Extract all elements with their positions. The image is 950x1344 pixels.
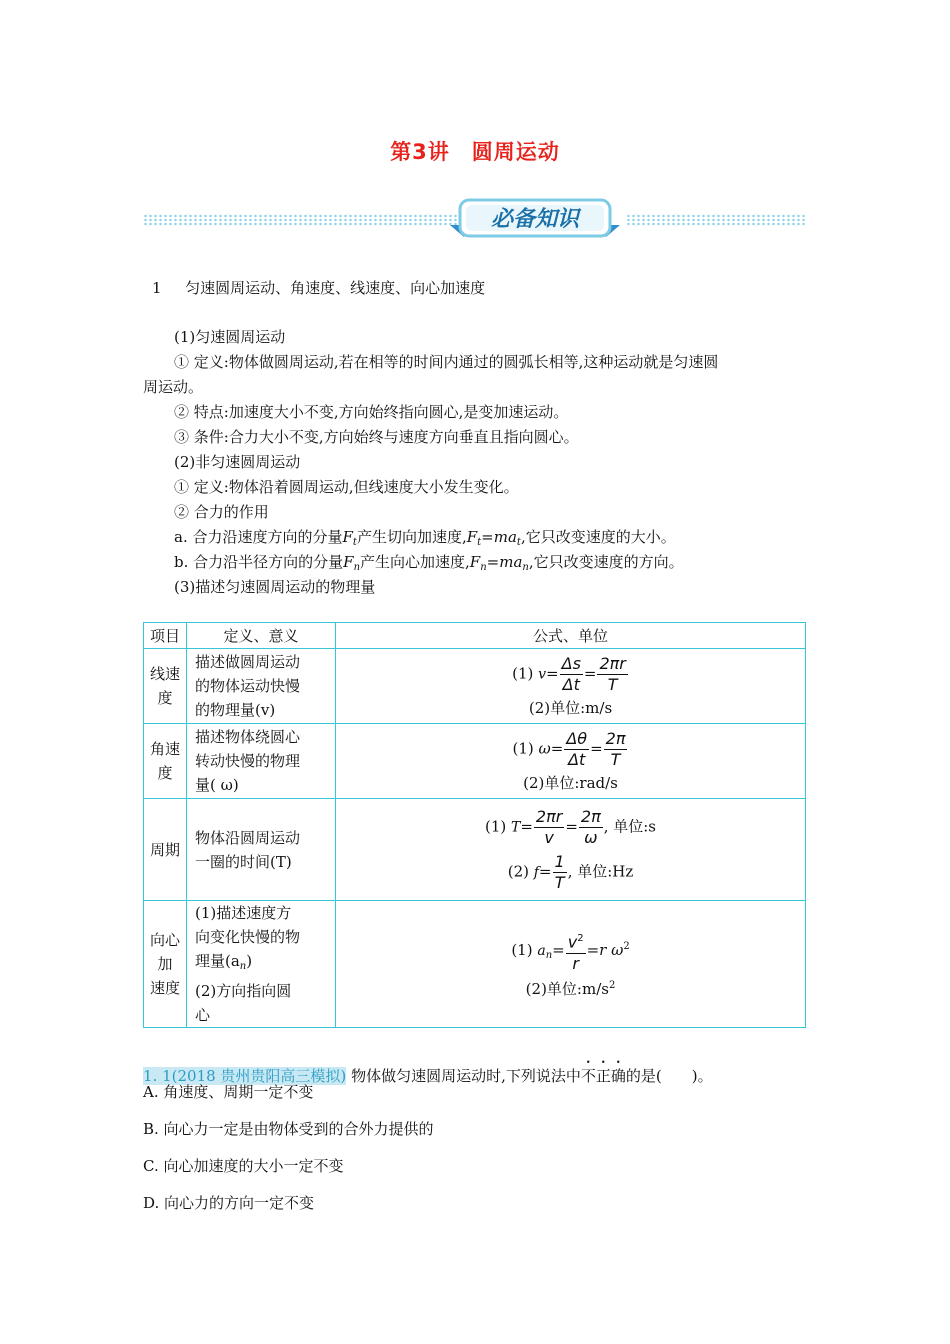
table-row [144,724,806,799]
question-stem: 1. 1(2018 贵州贵阳高三模拟) 物体做匀速圆周运动时,下列说法中不正确的是( )。 [143,1067,713,1085]
table-row [144,901,806,1028]
option-d: D. 向心力的方向一定不变 [143,1194,315,1212]
para-4: ③ 条件:合力大小不变,方向始终与速度方向垂直且指向圆心。 [174,428,579,446]
para-2b: 周运动。 [143,378,204,396]
para-5: (2)非匀速圆周运动 [174,453,301,471]
page-title: 第3讲 圆周运动 [390,140,560,164]
para-3: ② 特点:加速度大小不变,方向始终指向圆心,是变加速运动。 [174,403,569,421]
banner-text: 必备知识 [490,207,580,232]
para-6: ① 定义:物体沿着圆周运动,但线速度大小发生变化。 [174,478,519,496]
option-b: B. 向心力一定是由物体受到的合外力提供的 [143,1120,434,1138]
row-name: 角速 度 [144,724,187,799]
para-1: (1)匀速圆周运动 [174,328,286,346]
row-definition: 描述做圆周运动 的物体运动快慢 的物理量(v) [187,649,336,724]
option-c: C. 向心加速度的大小一定不变 [143,1157,344,1175]
section-banner [450,197,620,243]
row-name: 周期 [144,799,187,901]
para-10: (3)描述匀速圆周运动的物理量 [174,578,376,596]
row-name: 向心 加 速度 [144,901,187,1028]
section-heading-text: 匀速圆周运动、角速度、线速度、向心加速度 [185,279,486,297]
option-a: A. 角速度、周期一定不变 [143,1083,314,1101]
section-number: 1 [152,279,162,297]
question-source: (2018 贵州贵阳高三模拟) [171,1067,347,1085]
table-header-row [144,623,806,649]
row-definition: 描述物体绕圆心 转动快慢的物理 量( ω) [187,724,336,799]
quantities-table [143,622,806,1028]
para-8: a. 合力沿速度方向的分量$F_t$产生切向加速度$,F_t=ma_t$,它只改变速度的大小。 [174,528,676,548]
header-item: 项目 [144,623,187,649]
para-2a: ① 定义:物体做圆周运动,若在相等的时间内通过的圆弧长相等,这种运动就是匀速圆 [174,353,719,371]
question-number: 1. 1 [143,1067,172,1085]
header-definition: 定义、意义 [187,623,336,649]
row-formula: (1) $a_n=$ $\frac{v^2}{r}$ =r $\omega^2$ (2)单位$:m/s^2$ [336,901,806,1028]
banner-dots-left [143,214,458,226]
row-definition: (1)描述速度方 向变化快慢的物 理量$(a_n)$ (2)方向指向圆 心 [187,901,336,1028]
para-9: b. 合力沿半径方向的分量$F_n$产生向心加速度$,F_n=ma_n$,它只改变速度的方向。 [174,553,684,573]
row-name: 线速 度 [144,649,187,724]
emphasis-text: 不正确 [580,1067,626,1085]
header-formula: 公式、单位 [336,623,806,649]
para-7: ② 合力的作用 [174,503,269,521]
table-row [144,649,806,724]
table-row [144,799,806,901]
section-heading [152,278,485,298]
row-definition: 物体沿圆周运动 一圈的时间(T) [187,799,336,901]
row-formula: (1) ω= $\frac{\Delta\theta}{\Delta t}$ = $\frac{2\pi}{T}$ (2)单位:rad/s [336,724,806,799]
row-formula: (1) T= $\frac{2\pi r}{v}$ = $\frac{2\pi}{\omega}$ , 单位:s (2) f= $\frac{1}{T}$ , 单位:Hz [336,799,806,901]
row-formula: (1) v= $\frac{\Delta s}{\Delta t}$ = $\frac{2\pi r}{T}$ (2)单位:m/s [336,649,806,724]
banner-dots-right [626,214,806,226]
